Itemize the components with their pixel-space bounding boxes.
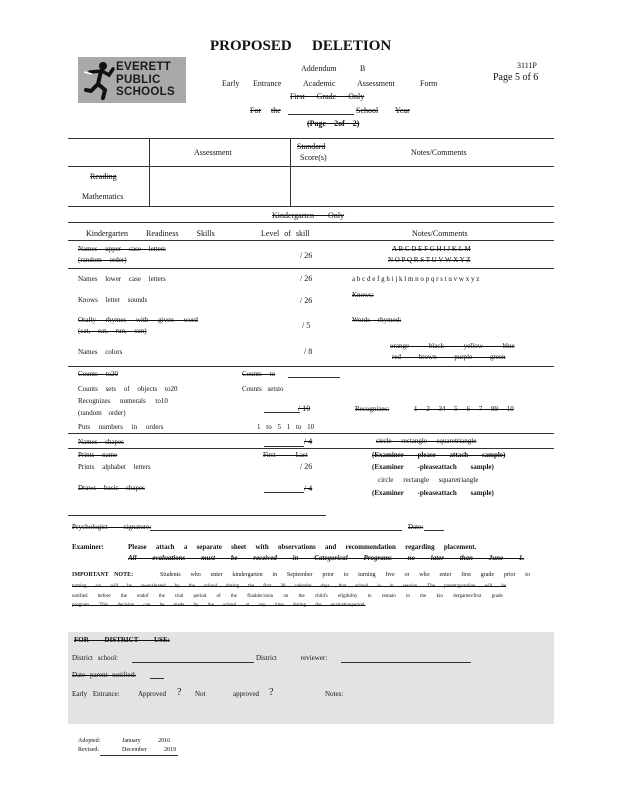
score-recognizes: / 10 — [298, 404, 311, 413]
date-line[interactable] — [424, 530, 444, 531]
district-school-label: District school: — [72, 654, 118, 662]
subtitle-academic: Academic — [303, 79, 336, 88]
notes-label: Notes: — [325, 690, 344, 698]
revised-label: Revised: — [78, 747, 99, 753]
important-line-3: notified before the endof the trial period of the finaldecision on the child's eligibility to remain in the kin dergarten/first grade — [72, 594, 503, 599]
district-reviewer-line[interactable] — [341, 662, 471, 663]
recognizes-blank[interactable] — [264, 412, 300, 413]
examiner-label: Examiner: — [72, 543, 104, 551]
row-border-3 — [68, 433, 554, 434]
everett-public-schools-logo — [78, 57, 186, 103]
examiner-instructions: Please attach a separate sheet with observations and recommendation regarding placement. — [128, 543, 477, 551]
col-score: Score(s) — [300, 153, 327, 162]
school-year-school: School — [356, 106, 379, 115]
district-use-title: FOR DISTRICT USE: — [74, 636, 170, 644]
recognizes-order: (random order) — [78, 409, 126, 417]
counts-to-blank[interactable] — [288, 377, 340, 378]
page-sub: (Page 2of 2) — [307, 119, 360, 128]
early-entrance-label: Early Entrance: — [72, 690, 120, 698]
upper-case-order: (random order) — [78, 256, 127, 264]
names-colors-label: Names colors — [78, 348, 123, 356]
logo-text — [116, 61, 175, 99]
not-approved-checkbox[interactable]: ? — [269, 687, 274, 698]
shapes-notes: circle rectangle squaretriangle — [376, 437, 477, 445]
colors-notes-1: orange black yellow blue — [390, 342, 515, 350]
row-reading: Reading — [90, 172, 117, 181]
subtitle-entrance: Entrance — [253, 79, 282, 88]
subtitle-form: Form — [420, 79, 438, 88]
date-parent-notified-line[interactable] — [150, 678, 164, 679]
draws-shapes-label: Draws basic shapes — [78, 484, 145, 492]
examiner-sample-2: (Examiner -pleaseattach sample) — [372, 463, 494, 471]
district-use-box — [68, 632, 554, 724]
running-figure-logo-icon — [82, 60, 116, 100]
logo-line-3: SCHOOLS — [116, 86, 175, 98]
examiner-sample-1: (Examiner please attach sample) — [372, 451, 506, 459]
col-assessment: Assessment — [194, 148, 232, 157]
recognizes-label: Recognizes numerals to10 — [78, 397, 168, 405]
table-header-border — [68, 166, 554, 167]
draws-notes: circle rectangle squaretriangle — [378, 476, 479, 484]
row-border-4 — [68, 448, 554, 449]
school-year-year: Year — [395, 106, 410, 115]
score-draws: / 4 — [304, 484, 313, 493]
puts-numbers-label: Puts numbers in orders — [78, 423, 164, 431]
col-readiness: Kindergarten Readiness Skills — [86, 229, 215, 238]
district-school-line[interactable] — [132, 662, 254, 663]
lower-case-label: Names lower case letters — [78, 275, 166, 283]
col-kinder-notes: Notes/Comments — [412, 229, 468, 238]
school-year-underline — [288, 114, 354, 115]
prints-name-label: Prints name — [78, 451, 118, 459]
table-bottom-border — [68, 206, 554, 207]
important-label: IMPORTANT NOTE: — [72, 572, 134, 578]
first-last-label: First Last — [263, 451, 308, 459]
logo-line-1: EVERETT — [116, 61, 172, 73]
examiner-sample-3: (Examiner -pleaseattach sample) — [372, 489, 494, 497]
logo-line-2: PUBLIC — [116, 73, 161, 86]
recognizes-numbers: 1 2 34 5 6 7 89 10 — [414, 405, 514, 413]
row-border-1 — [68, 268, 554, 269]
title-deletion: DELETION — [312, 38, 392, 54]
col-notes-comments: Notes/Comments — [411, 148, 467, 157]
form-number: 3111P — [517, 61, 537, 70]
school-year-the: the — [271, 106, 281, 115]
addendum-label: Addendum — [301, 64, 337, 73]
subtitle-early: Early — [222, 79, 240, 88]
adopted-label: Adopted: — [78, 738, 101, 744]
kinder-header-border — [68, 240, 554, 241]
approved-checkbox[interactable]: ? — [177, 687, 182, 698]
section-end-line — [68, 515, 326, 516]
page-number: Page 5 of 6 — [493, 72, 539, 83]
upper-case-label: Names upper case letters — [78, 245, 166, 253]
counts-sets-label: Counts sets of objects to20 — [78, 385, 178, 393]
counts-to-label: Counts to — [242, 370, 276, 378]
not-label: Not — [195, 690, 206, 698]
adopted-date: January 2016 — [122, 738, 171, 744]
date-label: Date: — [408, 523, 424, 531]
counts-setsto-label: Counts setsto — [242, 385, 284, 393]
score-shapes: / 4 — [304, 437, 313, 446]
kinder-title-border — [68, 222, 554, 223]
rhymes-notes: Words rhymed: — [352, 316, 402, 324]
footer-line — [100, 755, 178, 756]
score-alphabet: / 26 — [300, 462, 313, 471]
subtitle-assessment: Assessment — [357, 79, 395, 88]
evaluations-deadline: All evaluations must be received in Categorical Programs no later than June 1. — [128, 554, 525, 562]
recognizes-notes: Recognizes: — [355, 405, 390, 413]
upper-case-letters-2: N O P Q R S T U V W X Y Z — [388, 256, 471, 264]
rhymes-examples: (cat, eat, run, sun) — [78, 327, 147, 335]
knows-notes: Knows: — [352, 291, 374, 299]
revised-date: December 2019 — [122, 747, 177, 753]
colors-notes-2: red brown purple green — [392, 353, 506, 361]
upper-case-letters: A B C D E F G H I J K L M — [392, 245, 471, 253]
approved-label: Approved — [138, 690, 166, 698]
important-line-2: turning six will be re-evaluated by the school during the first 30 calendar days that school is in session. The parent/guardian will be — [72, 584, 507, 589]
table-col-divider-1 — [149, 138, 150, 206]
score-lower: / 26 — [300, 274, 313, 283]
prints-alphabet-label: Prints alphabet letters — [78, 463, 151, 471]
puts-numbers-level: 1 to 5 1 to 10 — [257, 423, 315, 431]
table-top-border — [68, 138, 554, 139]
title-proposed: PROPOSED — [210, 38, 292, 54]
rhymes-label: Orally rhymes with given word — [78, 316, 198, 324]
row-border-2 — [68, 366, 554, 367]
shapes-blank[interactable] — [264, 446, 304, 447]
addendum-letter: B — [360, 64, 366, 73]
row-mathematics: Mathematics — [82, 192, 124, 201]
score-colors: / 8 — [304, 347, 313, 356]
kindergarten-only-title: Kindergarten Only — [272, 211, 345, 220]
important-line-1: Students who enter kindergarten in September prior to turning five or who enter first grade prior to — [160, 572, 530, 578]
date-parent-notified-label: Date parent notified: — [72, 671, 136, 679]
district-reviewer-label: District reviewer: — [256, 654, 328, 662]
psychologist-signature-line[interactable] — [150, 530, 402, 531]
counts-20-label: Counts to20 — [78, 370, 119, 378]
knows-sounds-label: Knows letter sounds — [78, 296, 148, 304]
score-upper: / 26 — [300, 251, 313, 260]
not-approved-label: approved — [233, 690, 260, 698]
table-col-divider-2 — [290, 138, 291, 206]
score-rhymes: / 5 — [302, 321, 311, 330]
col-standard: Standard — [297, 142, 326, 151]
important-line-4: program. This decision can be made by the school at any time during the evaluationperiod. — [72, 603, 366, 608]
score-knows: / 26 — [300, 296, 313, 305]
lower-case-letters: a b c d e f g h i j k l m n o p q r s t u v w x y z — [352, 275, 480, 283]
school-year-for: For — [250, 106, 262, 115]
names-shapes-label: Names shapes — [78, 438, 124, 446]
col-level-skill: Level of skill — [261, 229, 310, 238]
psychologist-signature-label: Psychologist signature: — [72, 523, 152, 531]
first-grade-only: First Grade Only — [290, 92, 365, 101]
draws-blank[interactable] — [264, 492, 304, 493]
